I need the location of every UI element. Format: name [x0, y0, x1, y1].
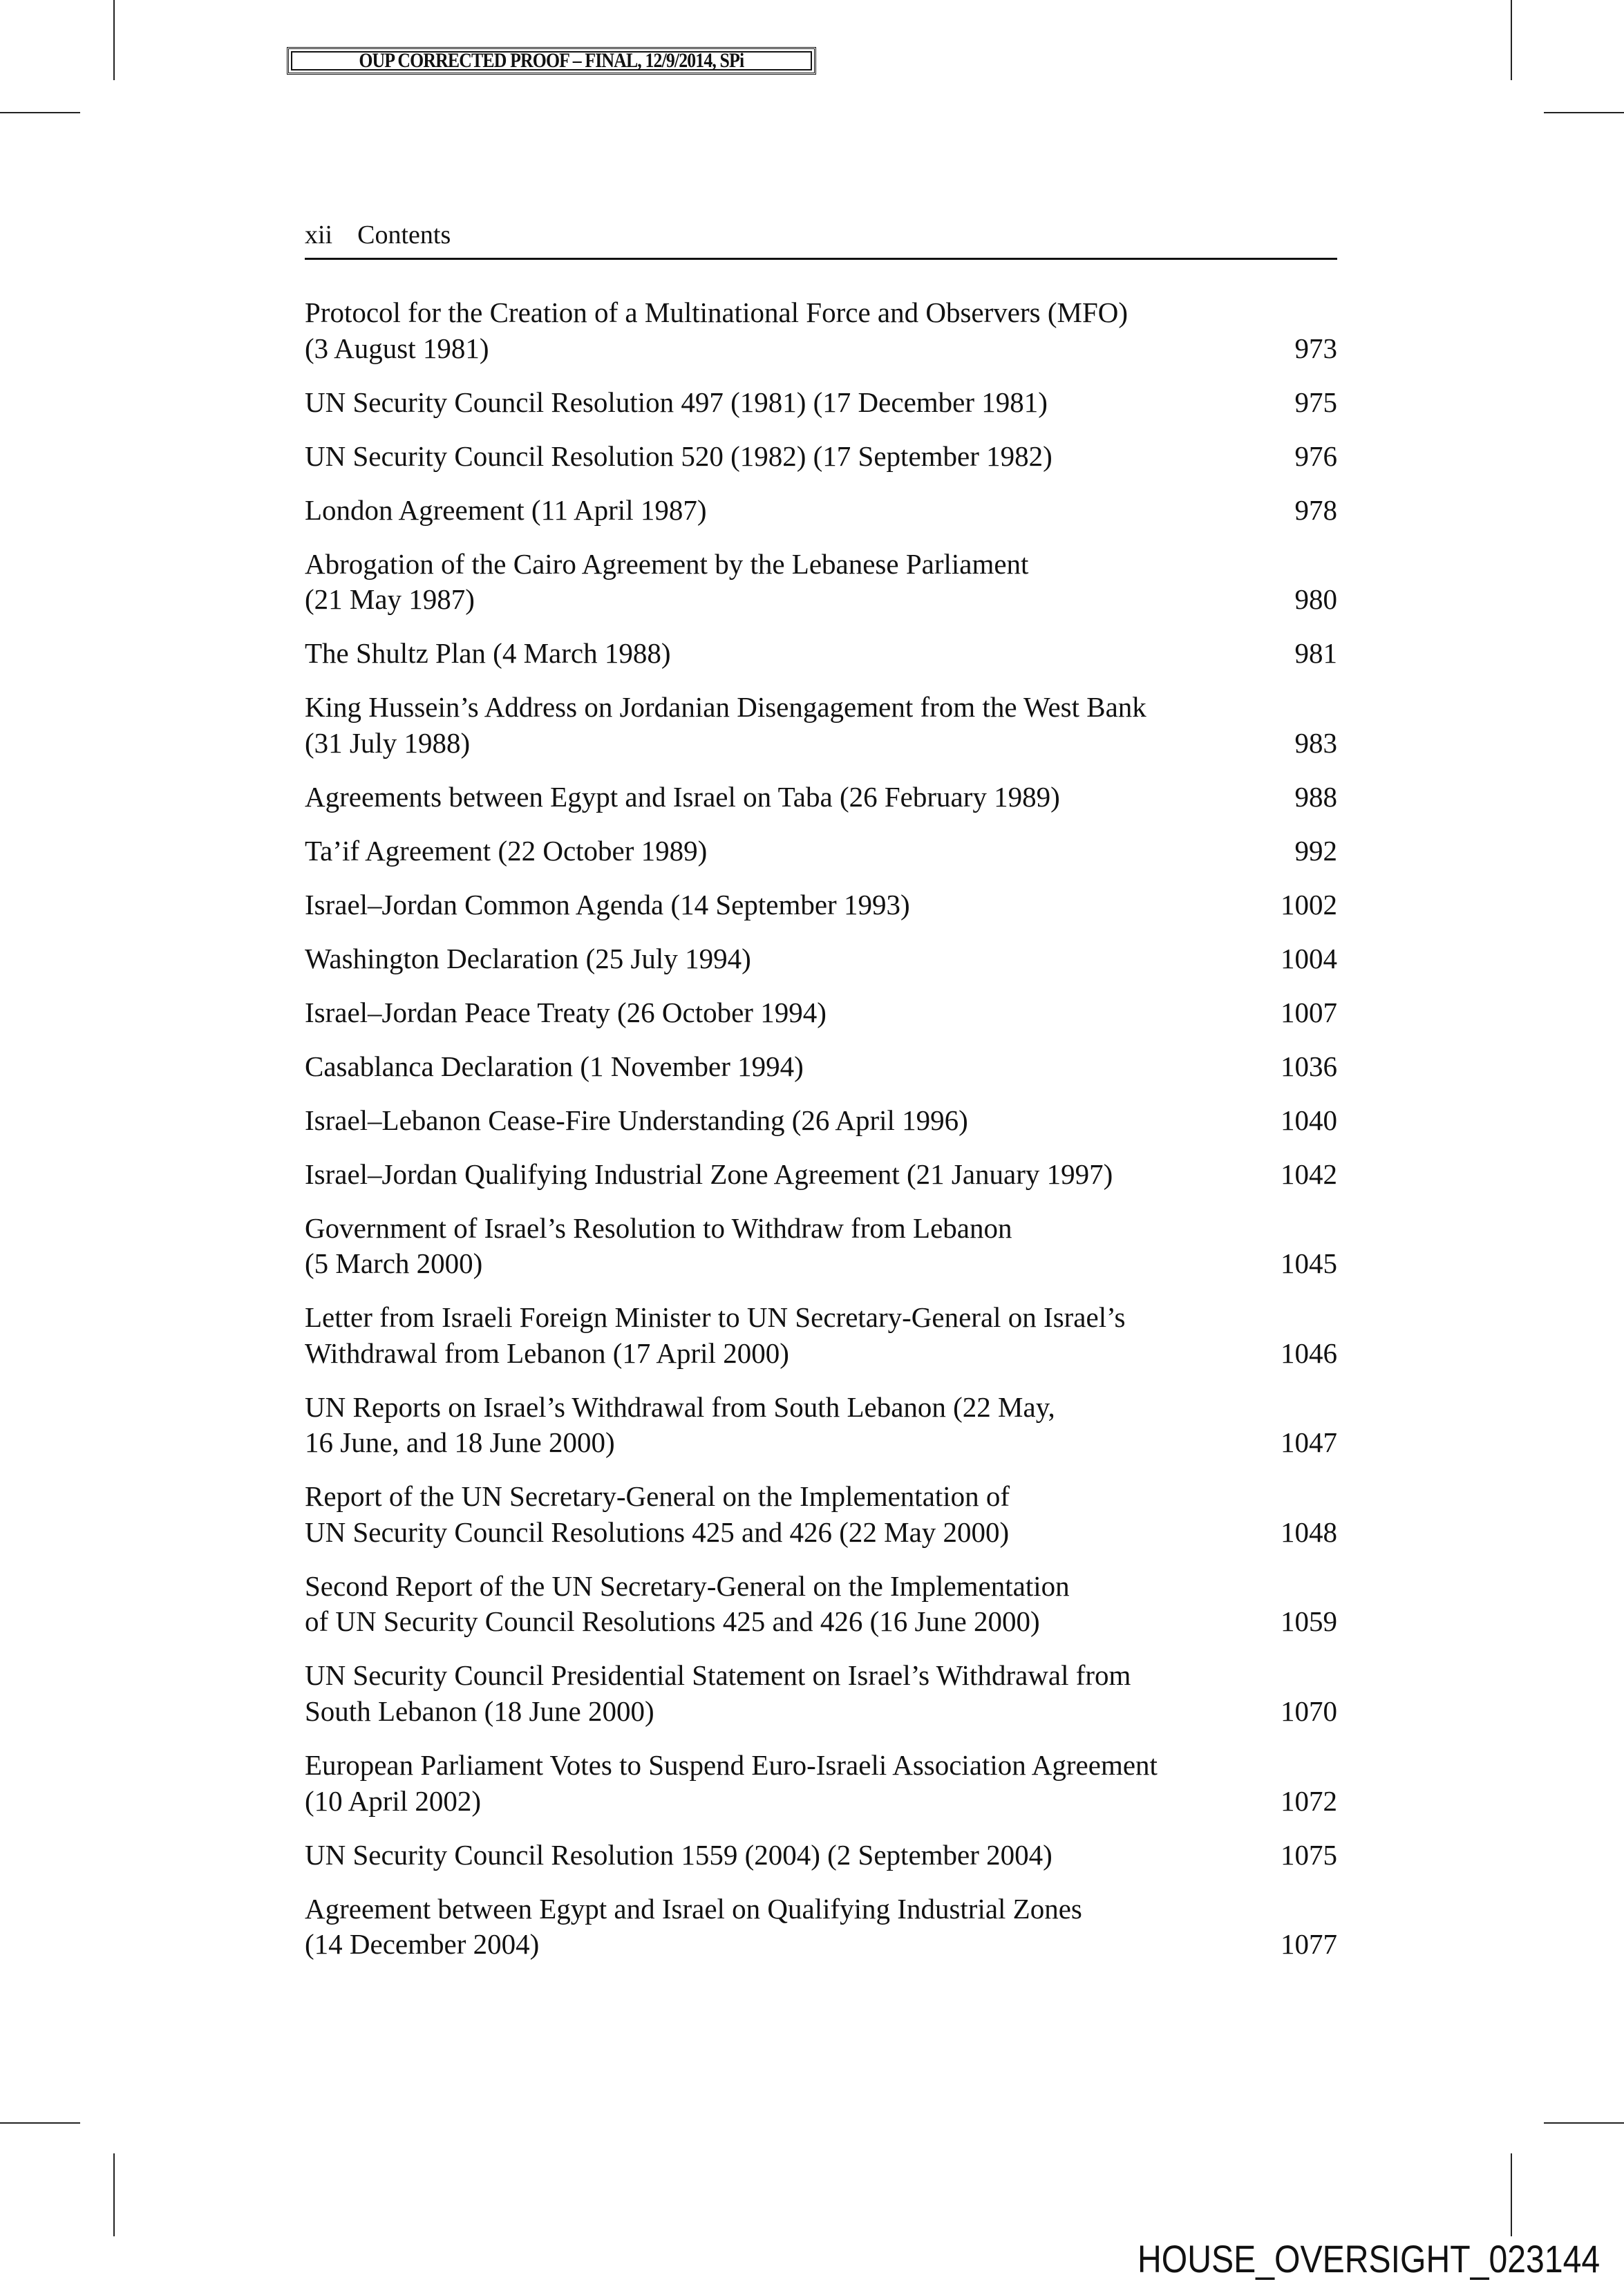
toc-page-number: 978	[1294, 493, 1337, 526]
toc-entry	[305, 995, 1337, 1031]
toc-entry-line	[305, 1658, 1337, 1694]
header-rule	[305, 258, 1337, 260]
toc-entry-line	[305, 1049, 1337, 1085]
toc-entry-title: Israel–Jordan Common Agenda (14 September 1993)	[305, 888, 910, 921]
toc-entry-title: South Lebanon (18 June 2000)	[305, 1695, 654, 1728]
toc-entry-line	[305, 1246, 1337, 1282]
toc-page-number: 1042	[1281, 1158, 1337, 1190]
toc-entry-line	[305, 726, 1337, 762]
toc-entry-title: Government of Israel’s Resolution to Withdraw from Lebanon	[305, 1211, 1012, 1244]
toc-entry-title: Agreement between Egypt and Israel on Qualifying Industrial Zones	[305, 1892, 1082, 1925]
toc-entry	[305, 690, 1337, 761]
toc-entry	[305, 780, 1337, 815]
toc-entry-title: UN Security Council Resolution 1559 (2004) (2 September 2004)	[305, 1838, 1052, 1871]
toc-entry-title: Ta’if Agreement (22 October 1989)	[305, 834, 708, 867]
toc-page-number: 1072	[1281, 1784, 1337, 1817]
toc-page-number: 992	[1294, 834, 1337, 867]
toc-page-number: 1048	[1281, 1516, 1337, 1548]
toc-page-number: 980	[1294, 583, 1337, 616]
toc-page-number: 1077	[1281, 1928, 1337, 1961]
toc-entry-title: Casablanca Declaration (1 November 1994)	[305, 1050, 804, 1082]
toc-entry	[305, 1211, 1337, 1282]
toc-entry-title: UN Security Council Resolution 520 (1982) (17 September 1982)	[305, 440, 1052, 472]
toc-entry-line	[305, 493, 1337, 529]
toc-page-number: 1059	[1281, 1605, 1337, 1638]
toc-entry	[305, 941, 1337, 977]
toc-entry-line	[305, 1891, 1337, 1927]
toc-entry-title: London Agreement (11 April 1987)	[305, 493, 707, 526]
crop-mark	[113, 2153, 115, 2236]
crop-mark	[0, 112, 80, 113]
toc-entry-line	[305, 690, 1337, 726]
toc-entry	[305, 833, 1337, 869]
toc-entry-title: UN Security Council Presidential Statement on Israel’s Withdrawal from	[305, 1659, 1131, 1692]
toc-page-number: 1045	[1281, 1247, 1337, 1280]
toc-entry-line	[305, 1336, 1337, 1372]
toc-entry-line	[305, 995, 1337, 1031]
toc-entry-line	[305, 295, 1337, 331]
toc-entry-line	[305, 1211, 1337, 1247]
table-of-contents	[305, 295, 1337, 1981]
crop-mark	[1511, 0, 1512, 80]
toc-entry-title: The Shultz Plan (4 March 1988)	[305, 637, 671, 670]
toc-entry	[305, 547, 1337, 618]
toc-entry	[305, 1300, 1337, 1371]
crop-mark	[1511, 2153, 1512, 2236]
crop-mark	[1544, 112, 1624, 113]
toc-entry-title: (3 August 1981)	[305, 332, 489, 364]
bates-stamp: HOUSE_OVERSIGHT_023144	[1137, 2237, 1601, 2281]
toc-entry-title: Abrogation of the Cairo Agreement by the Lebanese Parliament	[305, 547, 1029, 580]
proof-banner	[287, 47, 816, 75]
toc-entry	[305, 295, 1337, 366]
toc-page-number: 1075	[1281, 1838, 1337, 1871]
toc-entry-title: Agreements between Egypt and Israel on Taba (26 February 1989)	[305, 780, 1060, 813]
toc-entry-line	[305, 1694, 1337, 1730]
toc-entry-line	[305, 1515, 1337, 1551]
toc-entry-line	[305, 1748, 1337, 1784]
toc-entry-title: Withdrawal from Lebanon (17 April 2000)	[305, 1337, 789, 1369]
toc-entry-title: (21 May 1987)	[305, 583, 475, 616]
toc-entry-line	[305, 1784, 1337, 1820]
toc-entry	[305, 1157, 1337, 1193]
toc-entry-line	[305, 1157, 1337, 1193]
toc-page-number: 1046	[1281, 1337, 1337, 1369]
crop-mark	[0, 2122, 80, 2124]
toc-entry-line	[305, 833, 1337, 869]
toc-entry	[305, 1479, 1337, 1550]
toc-entry	[305, 1569, 1337, 1640]
toc-entry-line	[305, 887, 1337, 923]
toc-entry	[305, 1838, 1337, 1874]
toc-entry-line	[305, 1604, 1337, 1640]
toc-page-number: 1036	[1281, 1050, 1337, 1082]
toc-entry-line	[305, 331, 1337, 367]
toc-entry-title: Israel–Jordan Peace Treaty (26 October 1994)	[305, 996, 827, 1028]
toc-entry	[305, 439, 1337, 475]
toc-entry-title: King Hussein’s Address on Jordanian Disengagement from the West Bank	[305, 691, 1146, 724]
toc-entry	[305, 1049, 1337, 1085]
running-head	[305, 220, 451, 250]
toc-entry-title: Israel–Jordan Qualifying Industrial Zone Agreement (21 January 1997)	[305, 1158, 1113, 1190]
toc-page-number: 981	[1294, 637, 1337, 670]
toc-entry-title: European Parliament Votes to Suspend Euro-Israeli Association Agreement	[305, 1749, 1158, 1782]
toc-page-number: 988	[1294, 780, 1337, 813]
toc-entry-line	[305, 941, 1337, 977]
toc-entry-line	[305, 1300, 1337, 1336]
toc-entry-line	[305, 636, 1337, 672]
toc-entry-title: UN Reports on Israel’s Withdrawal from South Lebanon (22 May,	[305, 1390, 1055, 1423]
toc-entry-line	[305, 385, 1337, 421]
toc-entry-line	[305, 780, 1337, 815]
toc-entry-title: Letter from Israeli Foreign Minister to UN Secretary-General on Israel’s	[305, 1301, 1126, 1334]
toc-page-number: 1007	[1281, 996, 1337, 1028]
page-folio: xii	[305, 220, 333, 249]
crop-mark	[113, 0, 115, 80]
toc-entry	[305, 1658, 1337, 1729]
toc-page-number: 1047	[1281, 1426, 1337, 1459]
toc-page-number: 975	[1294, 386, 1337, 418]
toc-entry-title: Israel–Lebanon Cease-Fire Understanding (26 April 1996)	[305, 1104, 968, 1136]
toc-page-number: 983	[1294, 726, 1337, 759]
toc-entry-title: (31 July 1988)	[305, 726, 471, 759]
proof-banner-text: OUP CORRECTED PROOF – FINAL, 12/9/2014, SPi	[359, 49, 744, 72]
toc-entry-title: Protocol for the Creation of a Multinational Force and Observers (MFO)	[305, 296, 1129, 328]
toc-entry-title: (14 December 2004)	[305, 1928, 540, 1961]
toc-entry	[305, 1748, 1337, 1819]
toc-page-number: 1040	[1281, 1104, 1337, 1136]
toc-entry-line	[305, 1390, 1337, 1426]
toc-entry	[305, 1103, 1337, 1139]
toc-entry-title: (5 March 2000)	[305, 1247, 483, 1280]
toc-entry-title: Washington Declaration (25 July 1994)	[305, 942, 751, 974]
toc-entry-line	[305, 1479, 1337, 1515]
toc-entry	[305, 1891, 1337, 1963]
toc-page-number: 1004	[1281, 942, 1337, 974]
toc-entry-title: (10 April 2002)	[305, 1784, 482, 1817]
toc-entry-line	[305, 1838, 1337, 1874]
toc-page-number: 1002	[1281, 888, 1337, 921]
toc-entry-line	[305, 439, 1337, 475]
toc-entry-line	[305, 547, 1337, 583]
toc-entry-title: UN Security Council Resolution 497 (1981) (17 December 1981)	[305, 386, 1048, 418]
toc-entry-title: Report of the UN Secretary-General on the Implementation of	[305, 1480, 1010, 1513]
toc-entry-line	[305, 1103, 1337, 1139]
running-title: Contents	[357, 220, 451, 249]
toc-entry	[305, 887, 1337, 923]
crop-mark	[1544, 2122, 1624, 2124]
toc-entry	[305, 385, 1337, 421]
toc-entry-title: of UN Security Council Resolutions 425 and 426 (16 June 2000)	[305, 1605, 1040, 1638]
toc-entry-line	[305, 1927, 1337, 1963]
toc-entry-title: UN Security Council Resolutions 425 and 426 (22 May 2000)	[305, 1516, 1010, 1548]
toc-page-number: 1070	[1281, 1695, 1337, 1728]
toc-entry-title: Second Report of the UN Secretary-General on the Implementation	[305, 1569, 1070, 1602]
toc-entry	[305, 1390, 1337, 1461]
toc-entry-line	[305, 1425, 1337, 1461]
toc-page-number: 973	[1294, 332, 1337, 364]
toc-entry-line	[305, 582, 1337, 618]
toc-page-number: 976	[1294, 440, 1337, 472]
toc-entry	[305, 636, 1337, 672]
toc-entry	[305, 493, 1337, 529]
toc-entry-title: 16 June, and 18 June 2000)	[305, 1426, 615, 1459]
toc-entry-line	[305, 1569, 1337, 1605]
